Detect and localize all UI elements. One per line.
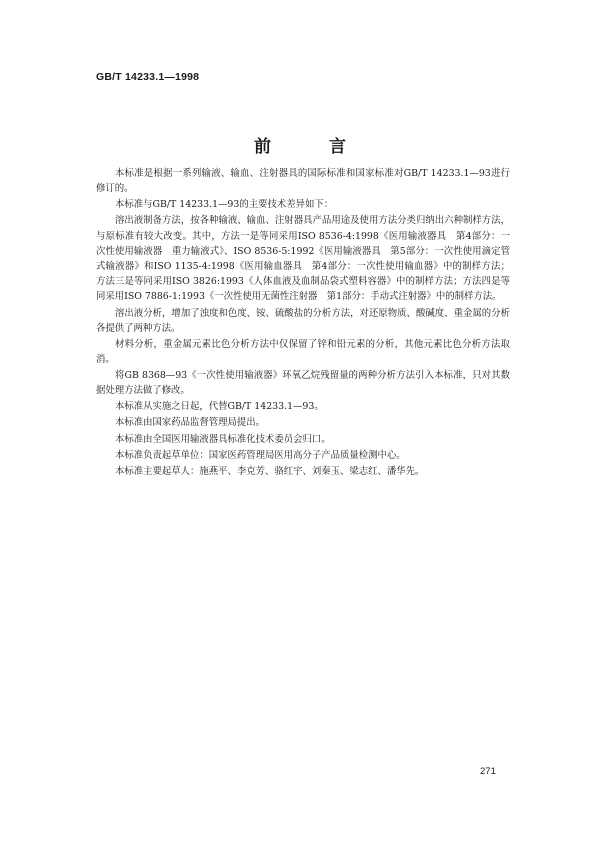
paragraph-extract-analysis: 溶出液分析，增加了浊度和色度、铵、硫酸盐的分析方法，对还原物质、酸碱度、重金属的分析各提供了两种方法。 (96, 307, 510, 334)
page-title: 前 言 (254, 137, 372, 157)
paragraph-eo-residue: 将GB 8368—93《一次性使用输液器》环氧乙烷残留量的两种分析方法引入本标准，只对其数据处理方法做了修改。 (96, 370, 510, 397)
paragraph-differences-intro: 本标准与GB/T 14233.1—93的主要技术差异如下： (115, 199, 334, 211)
page-number: 271 (480, 766, 496, 777)
paragraph-drafters: 本标准主要起草人：施燕平、李克芳、骆红宇、刘秦玉、梁志红、潘华先。 (115, 465, 425, 477)
paragraph-committee: 本标准由全国医用输液器具标准化技术委员会归口。 (115, 433, 331, 445)
paragraph-extraction-preparation: 溶出液制备方法，按各种输液、输血、注射器具产品用途及使用方法分类归纳出六种制样方法，与原标准有较大改变。其中，方法一是等同采用ISO 8536-4:1998《医用输液器具 第4部分：一次性使用输液器 重力输液式》、ISO 8536-5:1992《医用输液器具 第5部分：一次性使用滴定管式输液器》和ISO 1135-4:1998《医用输血器具 第4部分：一次性使用输血器》中的制样方法；方法三是等同采用ISO 3826:1993《人体血液及血制品袋式塑料容器》中的制样方法；方法四是等同采用ISO 7886-1:1993《一次性使用无菌性注射器 第1部分：手动式注射器》中的制样方法。 (96, 215, 510, 303)
preface-body (96, 166, 510, 480)
paragraph-drafting-unit: 本标准负责起草单位：国家医药管理局医用高分子产品质量检测中心。 (115, 449, 406, 461)
paragraph-material-analysis: 材料分析，重金属元素比色分析方法中仅保留了锌和铅元素的分析，其他元素比色分析方法取消。 (96, 338, 510, 365)
paragraph-replacement: 本标准从实施之日起，代替GB/T 14233.1—93。 (115, 401, 324, 413)
standard-code: GB/T 14233.1—1998 (96, 71, 200, 83)
paragraph-revision-basis: 本标准是根据一系列输液、输血、注射器具的国际标准和国家标准对GB/T 14233.1—93进行修订的。 (96, 168, 510, 195)
paragraph-proposer: 本标准由国家药品监督管理局提出。 (115, 417, 266, 429)
